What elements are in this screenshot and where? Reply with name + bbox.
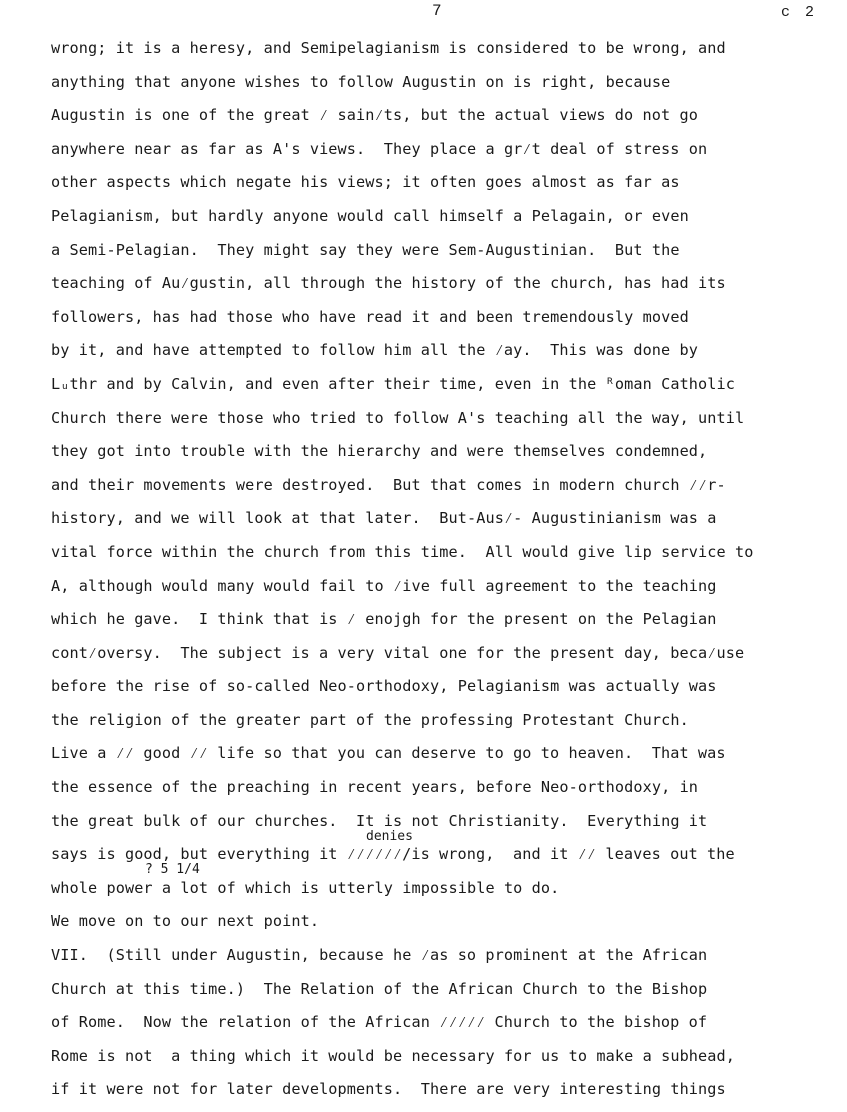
text-line: Church at this time.) The Relation of the African Church to the Bishop <box>51 979 708 998</box>
text-line: A, although would many would fail to ⁄ive full agreement to the teaching <box>51 576 717 595</box>
text-line: teaching of Au⁄gustin, all through the history of the church, has had its <box>51 274 726 293</box>
section-heading-line: VII. (Still under Augustin, because he ⁄as so prominent at the African <box>51 946 708 965</box>
text-line: the great bulk of our churches. It is not Christianity. Everything it <box>51 811 708 830</box>
text-line: if it were not for later developments. There are very interesting things <box>51 1080 726 1099</box>
text-line: anywhere near as far as A's views. They place a gr⁄t deal of stress on <box>51 139 708 158</box>
text-line: says is good, but everything it ⁄⁄⁄⁄⁄⁄/is wrong, and it ⁄⁄ leaves out the <box>51 845 735 864</box>
text-line: which he gave. I think that is ⁄ enojgh for the present on the Pelagian <box>51 610 717 629</box>
text-line: Pelagianism, but hardly anyone would call himself a Pelagain, or even <box>51 206 689 225</box>
text-line: other aspects which negate his views; it often goes almost as far as <box>51 173 680 192</box>
section-code: c 2 <box>781 4 818 21</box>
text-line: Church there were those who tried to follow A's teaching all the way, until <box>51 408 745 427</box>
text-line: We move on to our next point. <box>51 912 320 931</box>
text-line: of Rome. Now the relation of the African ⁄⁄⁄⁄⁄ Church to the bishop of <box>51 1013 708 1032</box>
text-line: wrong; it is a heresy, and Semipelagianism is considered to be wrong, and <box>51 39 726 57</box>
text-line: the religion of the greater part of the professing Protestant Church. <box>51 710 689 729</box>
text-line: and their movements were destroyed. But that comes in modern church ⁄⁄r- <box>51 475 726 494</box>
text-line: before the rise of so-called Neo-orthodoxy, Pelagianism was actually was <box>51 677 717 696</box>
text-line: history, and we will look at that later. But-Aus⁄- Augustinianism was a <box>51 509 717 528</box>
text-line: a Semi-Pelagian. They might say they were Sem-Augustinian. But the <box>51 240 680 259</box>
text-line: Augustin is one of the great ⁄ sain⁄ts, but the actual views do not go <box>51 106 698 125</box>
text-line: anything that anyone wishes to follow Augustin on is right, because <box>51 72 671 91</box>
text-line: Lᵤthr and by Calvin, and even after their time, even in the ᴿoman Catholic <box>51 374 736 393</box>
text-line: they got into trouble with the hierarchy and were themselves condemned, <box>51 442 708 461</box>
page-number: 7 <box>432 2 442 20</box>
text-line: Live a ⁄⁄ good ⁄⁄ life so that you can deserve to go to heaven. That was <box>51 744 726 763</box>
margin-note: ? 5 1/4 <box>145 862 200 877</box>
interlinear-correction: denies <box>366 829 413 844</box>
text-line: Rome is not a thing which it would be necessary for us to make a subhead, <box>51 1046 736 1065</box>
text-line: cont⁄oversy. The subject is a very vital one for the present day, beca⁄use <box>51 643 745 662</box>
text-line: followers, has had those who have read it and been tremendously moved <box>51 307 689 326</box>
typewritten-body <box>51 37 841 1112</box>
text-line: by it, and have attempted to follow him all the ⁄ay. This was done by <box>51 341 699 360</box>
text-line: vital force within the church from this time. All would give lip service to <box>51 542 754 561</box>
text-line: whole power a lot of which is utterly impossible to do. <box>51 878 560 897</box>
text-line: the essence of the preaching in recent years, before Neo-orthodoxy, in <box>51 778 699 797</box>
